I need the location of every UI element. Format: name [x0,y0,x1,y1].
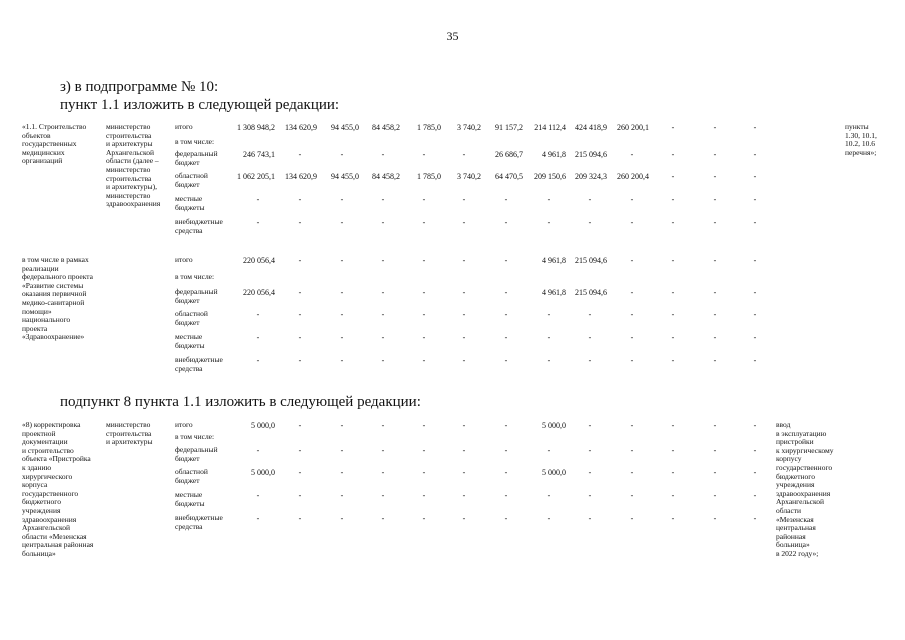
empty-cell: - [713,123,717,132]
amount-cell: 5 000,0 [542,468,566,477]
empty-cell: - [630,195,634,204]
empty-cell: - [256,514,260,523]
empty-cell: - [462,468,466,477]
empty-cell: - [340,468,344,477]
amount-cell: 4 961,8 [542,256,566,265]
heading-subprogram: з) в подпрограмме № 10: [60,79,219,95]
row-label: местные бюджеты [175,490,205,508]
empty-cell: - [547,195,551,204]
row-label: внебюджетные средства [175,217,223,235]
empty-cell: - [753,218,757,227]
empty-cell: - [504,256,508,265]
amount-cell: 246 743,1 [243,150,275,159]
empty-cell: - [671,172,675,181]
empty-cell: - [462,310,466,319]
empty-cell: - [340,150,344,159]
heading-subitem-8: подпункт 8 пункта 1.1 изложить в следующей редакции: [60,394,421,410]
empty-cell: - [462,218,466,227]
heading-item-1-1: пункт 1.1 изложить в следующей редакции: [60,97,340,113]
empty-cell: - [381,195,385,204]
amount-cell: 5 000,0 [251,468,275,477]
amount-cell: 260 200,1 [617,123,649,132]
empty-cell: - [630,256,634,265]
empty-cell: - [298,195,302,204]
empty-cell: - [462,514,466,523]
amount-cell: 26 686,7 [495,150,523,159]
empty-cell: - [422,446,426,455]
empty-cell: - [340,218,344,227]
empty-cell: - [340,356,344,365]
empty-cell: - [671,218,675,227]
amount-cell: 3 740,2 [457,123,481,132]
empty-cell: - [462,256,466,265]
row-label: в том числе: [175,272,215,281]
amount-cell: 1 308 948,2 [237,123,275,132]
empty-cell: - [713,333,717,342]
empty-cell: - [713,491,717,500]
empty-cell: - [671,195,675,204]
empty-cell: - [340,333,344,342]
row-label: местные бюджеты [175,194,205,212]
empty-cell: - [422,218,426,227]
empty-cell: - [753,446,757,455]
empty-cell: - [381,356,385,365]
row-label: итого [175,420,193,429]
empty-cell: - [671,491,675,500]
empty-cell: - [340,491,344,500]
empty-cell: - [340,195,344,204]
empty-cell: - [462,356,466,365]
empty-cell: - [504,468,508,477]
empty-cell: - [713,356,717,365]
empty-cell: - [504,491,508,500]
empty-cell: - [504,218,508,227]
empty-cell: - [671,468,675,477]
empty-cell: - [462,491,466,500]
amount-cell: 134 620,9 [285,123,317,132]
empty-cell: - [588,218,592,227]
empty-cell: - [381,150,385,159]
row-label: итого [175,255,193,264]
empty-cell: - [671,310,675,319]
empty-cell: - [298,150,302,159]
empty-cell: - [422,514,426,523]
empty-cell: - [340,421,344,430]
block1-result: пункты 1.30, 10.1, 10.2, 10.6 перечня»; [845,122,877,157]
empty-cell: - [381,491,385,500]
empty-cell: - [713,218,717,227]
empty-cell: - [671,333,675,342]
empty-cell: - [588,356,592,365]
row-label: федеральный бюджет [175,445,218,463]
amount-cell: 134 620,9 [285,172,317,181]
empty-cell: - [462,446,466,455]
empty-cell: - [753,421,757,430]
amount-cell: 220 056,4 [243,288,275,297]
row-label: в том числе: [175,432,215,441]
block1-event-name: «1.1. Строительство объектов государственных медицинских организаций [22,122,87,166]
empty-cell: - [547,514,551,523]
empty-cell: - [630,468,634,477]
empty-cell: - [298,491,302,500]
empty-cell: - [462,288,466,297]
empty-cell: - [753,333,757,342]
empty-cell: - [462,333,466,342]
empty-cell: - [298,468,302,477]
empty-cell: - [462,195,466,204]
amount-cell: 1 785,0 [417,123,441,132]
empty-cell: - [298,446,302,455]
empty-cell: - [381,310,385,319]
empty-cell: - [671,123,675,132]
empty-cell: - [630,218,634,227]
empty-cell: - [504,514,508,523]
amount-cell: 91 157,2 [495,123,523,132]
empty-cell: - [630,310,634,319]
empty-cell: - [753,150,757,159]
row-label: в том числе: [175,137,215,146]
amount-cell: 1 785,0 [417,172,441,181]
row-label: местные бюджеты [175,332,205,350]
amount-cell: 215 094,6 [575,150,607,159]
empty-cell: - [298,256,302,265]
empty-cell: - [504,333,508,342]
empty-cell: - [422,150,426,159]
empty-cell: - [753,468,757,477]
empty-cell: - [671,421,675,430]
empty-cell: - [671,256,675,265]
empty-cell: - [298,310,302,319]
empty-cell: - [298,333,302,342]
empty-cell: - [504,288,508,297]
row-label: областной бюджет [175,309,208,327]
empty-cell: - [588,333,592,342]
empty-cell: - [256,218,260,227]
amount-cell: 214 112,4 [534,123,566,132]
empty-cell: - [630,514,634,523]
empty-cell: - [671,514,675,523]
empty-cell: - [713,421,717,430]
empty-cell: - [547,491,551,500]
amount-cell: 215 094,6 [575,256,607,265]
amount-cell: 64 470,5 [495,172,523,181]
empty-cell: - [671,150,675,159]
empty-cell: - [422,310,426,319]
amount-cell: 209 150,6 [534,172,566,181]
empty-cell: - [588,514,592,523]
empty-cell: - [588,446,592,455]
empty-cell: - [630,150,634,159]
empty-cell: - [298,514,302,523]
amount-cell: 424 418,9 [575,123,607,132]
empty-cell: - [256,195,260,204]
empty-cell: - [588,310,592,319]
row-label: итого [175,122,193,131]
empty-cell: - [381,218,385,227]
amount-cell: 4 961,8 [542,150,566,159]
empty-cell: - [547,333,551,342]
empty-cell: - [753,491,757,500]
amount-cell: 5 000,0 [542,421,566,430]
empty-cell: - [753,514,757,523]
empty-cell: - [422,356,426,365]
amount-cell: 94 455,0 [331,172,359,181]
empty-cell: - [422,256,426,265]
empty-cell: - [588,468,592,477]
empty-cell: - [381,421,385,430]
empty-cell: - [713,256,717,265]
amount-cell: 3 740,2 [457,172,481,181]
block1-executor: министерство строительства и архитектуры Архангельской области (далее – министерство строительства и архитектуры), министерство здравоохранения [106,122,161,209]
empty-cell: - [422,195,426,204]
empty-cell: - [753,195,757,204]
empty-cell: - [381,333,385,342]
empty-cell: - [381,446,385,455]
empty-cell: - [630,421,634,430]
empty-cell: - [422,491,426,500]
amount-cell: 220 056,4 [243,256,275,265]
block3-event-name: «8) корректировка проектной документации и строительство объекта «Пристройка к зданию хирургического корпуса государственного бюджетного учреждения здравоохранения Архангельской области «Мезенская центральная районная больница» [22,420,94,558]
empty-cell: - [630,288,634,297]
empty-cell: - [671,356,675,365]
empty-cell: - [504,421,508,430]
amount-cell: 5 000,0 [251,421,275,430]
empty-cell: - [340,514,344,523]
row-label: внебюджетные средства [175,513,223,531]
empty-cell: - [504,446,508,455]
empty-cell: - [340,446,344,455]
empty-cell: - [753,356,757,365]
empty-cell: - [713,468,717,477]
row-label: федеральный бюджет [175,149,218,167]
empty-cell: - [256,333,260,342]
empty-cell: - [753,310,757,319]
empty-cell: - [671,446,675,455]
empty-cell: - [504,310,508,319]
empty-cell: - [381,514,385,523]
block2-event-name: в том числе в рамках реализации федерального проекта «Развитие системы оказания первичной медико-санитарной помощи» национального проекта «Здравоохранение» [22,255,93,342]
empty-cell: - [630,333,634,342]
row-label: федеральный бюджет [175,287,218,305]
empty-cell: - [713,195,717,204]
empty-cell: - [340,288,344,297]
empty-cell: - [753,288,757,297]
empty-cell: - [588,491,592,500]
empty-cell: - [462,150,466,159]
empty-cell: - [422,333,426,342]
empty-cell: - [381,468,385,477]
empty-cell: - [256,310,260,319]
empty-cell: - [462,421,466,430]
block3-executor: министерство строительства и архитектуры [106,420,153,447]
amount-cell: 215 094,6 [575,288,607,297]
empty-cell: - [630,491,634,500]
empty-cell: - [298,421,302,430]
block3-result: ввод в эксплуатацию пристройки к хирургическому корпусу государственного бюджетного учреждения здравоохранения Архангельской области «Мезенская центральная районная больница» в 2022 году»; [776,420,834,558]
empty-cell: - [713,172,717,181]
empty-cell: - [713,288,717,297]
empty-cell: - [256,446,260,455]
empty-cell: - [504,195,508,204]
empty-cell: - [753,256,757,265]
empty-cell: - [547,446,551,455]
amount-cell: 260 200,4 [617,172,649,181]
empty-cell: - [340,310,344,319]
empty-cell: - [381,256,385,265]
empty-cell: - [630,446,634,455]
empty-cell: - [588,195,592,204]
empty-cell: - [340,256,344,265]
empty-cell: - [298,218,302,227]
empty-cell: - [753,123,757,132]
empty-cell: - [547,218,551,227]
empty-cell: - [504,356,508,365]
empty-cell: - [588,421,592,430]
empty-cell: - [753,172,757,181]
amount-cell: 1 062 205,1 [237,172,275,181]
amount-cell: 209 324,3 [575,172,607,181]
amount-cell: 84 458,2 [372,123,400,132]
row-label: областной бюджет [175,171,208,189]
empty-cell: - [256,491,260,500]
empty-cell: - [630,356,634,365]
empty-cell: - [298,288,302,297]
row-label: внебюджетные средства [175,355,223,373]
empty-cell: - [671,288,675,297]
empty-cell: - [422,468,426,477]
empty-cell: - [713,310,717,319]
empty-cell: - [713,514,717,523]
page-number: 35 [446,29,459,43]
row-label: областной бюджет [175,467,208,485]
amount-cell: 84 458,2 [372,172,400,181]
amount-cell: 4 961,8 [542,288,566,297]
empty-cell: - [381,288,385,297]
empty-cell: - [547,310,551,319]
empty-cell: - [298,356,302,365]
empty-cell: - [422,288,426,297]
empty-cell: - [422,421,426,430]
empty-cell: - [256,356,260,365]
empty-cell: - [713,446,717,455]
empty-cell: - [547,356,551,365]
empty-cell: - [713,150,717,159]
amount-cell: 94 455,0 [331,123,359,132]
